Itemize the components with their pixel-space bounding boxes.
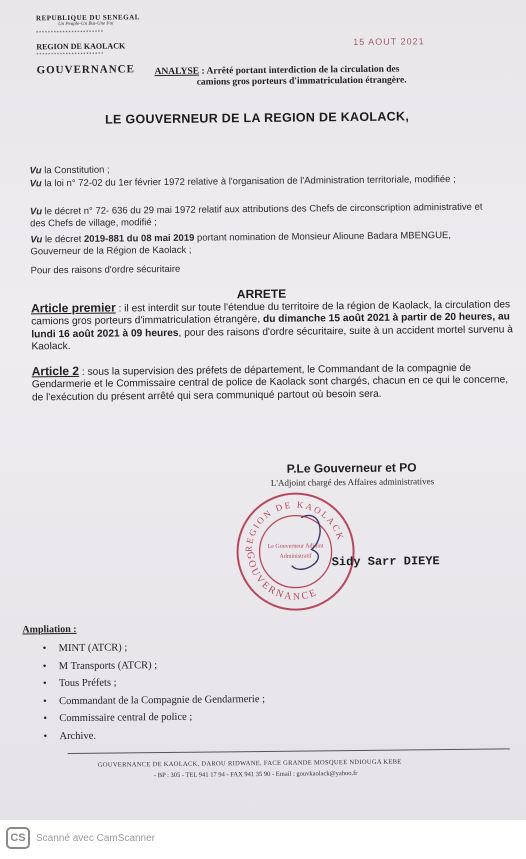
stamp-ring-bottom: GOUVERNANCE [244, 551, 320, 603]
date-stamp: 15 AOUT 2021 [353, 36, 425, 48]
camscanner-logo-icon: CS [6, 827, 30, 849]
list-item: • Archive. [43, 725, 265, 745]
stamp-center: Le Gouverneur Adjoint [267, 543, 324, 550]
list-item: • Commissaire central de police ; [43, 708, 265, 728]
ampliation-list [43, 638, 266, 745]
article-2: Article 2 : sous la supervision des préfets de département, le Commandant de la compagnie de Gendarmerie et le Commissaire central de police de Kaolack sont chargés, chacun en ce qui le concerne, de l'exécution du présent arrêté qui sera communiqué partout où besoin sera. [31, 362, 509, 403]
arrete-heading: ARRETE [236, 286, 287, 302]
official-stamp [231, 487, 360, 616]
list-item: • Commandant de la Compagnie de Gendarmerie ; [43, 690, 265, 710]
vu-decret-2019: Vu le décret 2019-881 du 08 mai 2019 portant nomination de Monsieur Alioune Badara MBENGUE, Gouverneur de la Région de Kaolack ; [30, 229, 452, 257]
document-title: LE GOUVERNEUR DE LA REGION DE KAOLACK, [104, 109, 410, 127]
footer-contact: - BP : 305 - TEL 941 17 94 - FAX 941 35 90 - Email : gouvkaolack@yahoo.fr [153, 770, 358, 780]
analyse-block [155, 64, 485, 89]
bullet-icon: • [43, 730, 48, 742]
vu-decret-72: Vu le décret n° 72- 636 du 29 mai 1972 relatif aux attributions des Chefs de circonscription administrative et des Chefs de village, modifié ; [29, 201, 483, 229]
stamp-center-2: Administratif [279, 553, 312, 560]
footer-address: GOUVERNANCE DE KAOLACK, DAROU RIDWANE, FACE GRANDE MOSQUEE NDIOUGA KEBE [97, 758, 402, 769]
list-item: • MINT (ATCR) ; [43, 638, 265, 658]
analyse-line-2: camions gros porteurs d'immatriculation étrangère. [196, 75, 407, 88]
signature-subtitle: L'Adjoint chargé des Affaires administratives [270, 476, 435, 488]
article-2-label: Article 2 [31, 363, 80, 379]
stamp-ring-top: REGION DE KAOLACK [243, 499, 347, 553]
gouvernance-heading: GOUVERNANCE [36, 63, 135, 77]
separator-stars: *********************** [36, 51, 105, 59]
vu-loi: Vu la loi n° 72-02 du 1er février 1972 relative à l'organisation de l'Administration territoriale, modifiée ; [29, 173, 456, 190]
vu-constitution: Vu la Constitution ; [29, 164, 110, 177]
footer-divider [68, 748, 510, 754]
analyse-line-1: : Arrêté portant interdiction de la circulation des [199, 64, 400, 77]
analyse-label: ANALYSE [154, 66, 200, 78]
raisons-line: Pour des raisons d'ordre sécuritaire [30, 263, 181, 277]
article-premier-label: Article premier [30, 300, 116, 316]
bullet-icon: • [42, 643, 47, 655]
separator-stars: *********************** [36, 29, 104, 37]
bullet-icon: • [42, 660, 47, 672]
ampliation-label: Ampliation : [22, 623, 77, 636]
bullet-icon: • [43, 695, 47, 707]
signature-title: P.Le Gouverneur et PO [286, 460, 417, 476]
list-item: • M Transports (ATCR) ; [43, 655, 265, 675]
national-motto: Un Peuple-Un But-Une Foi [58, 21, 114, 28]
signatory-name: Sidy Sarr DIEYE [331, 554, 440, 570]
camscanner-watermark: Scanné avec CamScanner [36, 833, 155, 844]
bullet-icon: • [42, 678, 47, 690]
region-heading: REGION DE KAOLACK [36, 41, 126, 52]
article-premier: Article premier : il est interdit sur toute l'étendue du territoire de la région de Kaolack, la circulation des camions gros porteurs d'immatriculation étrangère, du dimanche 15 août 2021 à partir de 20 heures, au lundi 16 août 2021 à 09 heures, pour des raisons d'ordre sécuritaire, suite à un accident mortel survenu à Kaolack. [30, 299, 513, 353]
bullet-icon: • [43, 713, 48, 725]
republic-heading: REPUBLIQUE DU SENEGAL [35, 13, 140, 23]
handwritten-signature [291, 515, 320, 569]
list-item: • Tous Préfets ; [43, 673, 265, 693]
